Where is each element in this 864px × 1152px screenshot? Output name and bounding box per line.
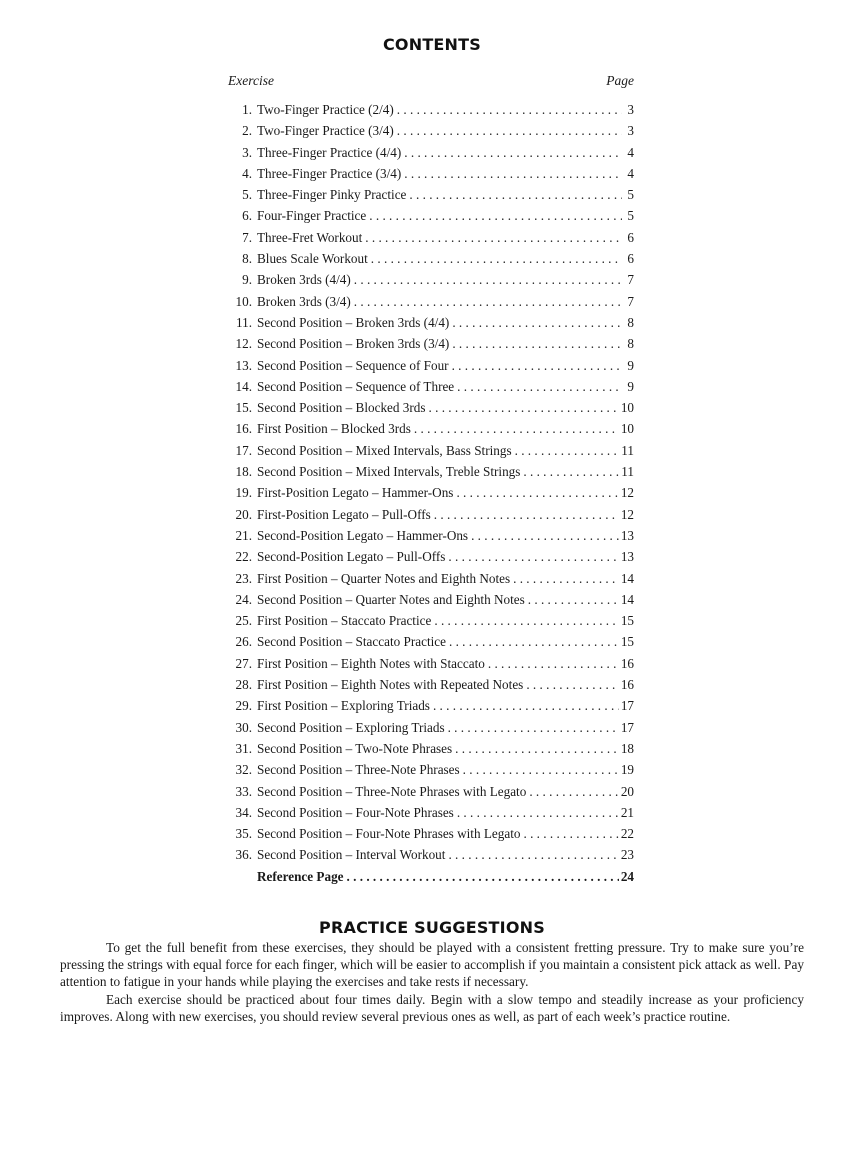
toc-entry-number: 8. <box>242 251 252 267</box>
dot-leader <box>434 504 619 525</box>
page-column-header: Page <box>606 73 634 88</box>
toc-entry-page: 20 <box>620 783 634 799</box>
toc-entry <box>228 291 634 312</box>
exercise-column-header: Exercise <box>228 73 274 88</box>
dot-leader <box>488 653 619 674</box>
toc-entry <box>228 674 634 695</box>
toc-entry-page: 14 <box>620 570 634 586</box>
dot-leader <box>397 120 622 141</box>
dot-leader <box>429 397 619 418</box>
dot-leader <box>523 461 619 482</box>
dot-leader <box>452 355 622 376</box>
toc-entry-number: 23. <box>235 570 252 586</box>
dot-leader <box>526 674 619 695</box>
toc-entry-number: 19. <box>235 485 252 501</box>
toc-entry-title: Second-Position Legato – Hammer-Ons <box>257 527 469 543</box>
toc-reference-entry <box>228 866 634 887</box>
toc-entry <box>228 568 634 589</box>
toc-entry-title: Three-Finger Pinky Practice <box>257 187 407 203</box>
toc-entry-number: 31. <box>235 740 252 756</box>
toc-entry <box>228 248 634 269</box>
toc-entry-page: 4 <box>627 165 634 181</box>
toc-entry <box>228 610 634 631</box>
dot-leader <box>452 312 622 333</box>
toc-entry <box>228 525 634 546</box>
toc-entry-title: Second Position – Mixed Intervals, Bass Strings <box>257 442 512 458</box>
toc-entry-number: 6. <box>242 208 252 224</box>
toc-entry-title: Two-Finger Practice (3/4) <box>257 123 394 139</box>
toc-entry <box>228 738 634 759</box>
toc-entry <box>228 461 634 482</box>
dot-leader <box>448 546 618 567</box>
toc-entry <box>228 99 634 120</box>
toc-entry-title: Broken 3rds (3/4) <box>257 293 351 309</box>
toc-entry-page: 6 <box>627 229 634 245</box>
practice-paragraph: Each exercise should be practiced about four times daily. Begin with a slow tempo and steadily increase as your proficiency improves. Along with new exercises, you should review several previous ones as well, as part of each week’s practice routine. <box>60 991 804 1024</box>
toc-entry <box>228 312 634 333</box>
toc-entry-page: 10 <box>620 421 634 437</box>
toc-entry-title: First Position – Blocked 3rds <box>257 421 411 437</box>
toc-entry-number: 27. <box>235 655 252 671</box>
toc-entry-page: 18 <box>620 740 634 756</box>
toc-entry <box>228 546 634 567</box>
toc-entry <box>228 653 634 674</box>
toc-entry <box>228 440 634 461</box>
toc-entry-number: 35. <box>235 826 252 842</box>
dot-leader <box>463 759 619 780</box>
dot-leader <box>528 589 619 610</box>
toc-entry-title: Three-Fret Workout <box>257 229 363 245</box>
toc-entry-title: Second Position – Blocked 3rds <box>257 400 426 416</box>
toc-entry-page: 23 <box>620 847 634 863</box>
toc-entry-number: 14. <box>235 378 252 394</box>
toc-entry-number: 32. <box>235 762 252 778</box>
toc-entry-title: Second Position – Staccato Practice <box>257 634 446 650</box>
toc-entry-number: 10. <box>235 293 252 309</box>
toc-entry-page: 10 <box>620 400 634 416</box>
toc-entry <box>228 781 634 802</box>
toc-entry <box>228 355 634 376</box>
toc-entry <box>228 759 634 780</box>
toc-entry-title: Second Position – Four-Note Phrases with Legato <box>257 826 521 842</box>
toc-entry-number: 3. <box>242 144 252 160</box>
toc-entry-page: 5 <box>627 208 634 224</box>
toc-entry <box>228 397 634 418</box>
dot-leader <box>455 738 619 759</box>
practice-suggestions-text <box>60 939 804 1025</box>
dot-leader <box>513 568 619 589</box>
dot-leader <box>452 333 622 354</box>
toc-entry <box>228 184 634 205</box>
toc-entry <box>228 142 634 163</box>
toc-entry-number: 7. <box>242 229 252 245</box>
toc-entry-title: Second Position – Broken 3rds (4/4) <box>257 314 450 330</box>
practice-paragraph: To get the full benefit from these exercises, they should be played with a consistent fretting pressure. Try to make sure you’re pressing the strings with equal force for each finger, which will be easier to accomplish if you maintain a consistent pick attack as well. Pay attention to fatigue in your hands while playing the exercises and take rests if necessary. <box>60 940 804 990</box>
toc-entry <box>228 695 634 716</box>
toc-entry-title: First Position – Staccato Practice <box>257 613 432 629</box>
toc-entry-page: 8 <box>627 336 634 352</box>
toc-entry-page: 6 <box>627 251 634 267</box>
toc-entry-title: Second Position – Sequence of Three <box>257 378 455 394</box>
dot-leader <box>371 248 622 269</box>
toc-entry-title: Three-Finger Practice (3/4) <box>257 165 402 181</box>
toc-entry-page: 15 <box>620 634 634 650</box>
contents-heading: CONTENTS <box>382 35 481 54</box>
toc-entry-page: 17 <box>620 698 634 714</box>
toc-entry-title: Second Position – Broken 3rds (3/4) <box>257 336 450 352</box>
toc-entry-title: Second Position – Mixed Intervals, Treble Strings <box>257 464 521 480</box>
dot-leader <box>448 844 618 865</box>
dot-leader <box>449 631 619 652</box>
toc-entry-page: 7 <box>627 272 634 288</box>
toc-entry-title: First Position – Eighth Notes with Staccato <box>257 655 485 671</box>
dot-leader <box>529 781 618 802</box>
toc-entry-number: 5. <box>242 187 252 203</box>
toc-entry-page: 3 <box>627 123 634 139</box>
toc-entry-page: 22 <box>620 826 634 842</box>
toc-entry <box>228 120 634 141</box>
toc-entry-number: 33. <box>235 783 252 799</box>
toc-entry-number: 4. <box>242 165 252 181</box>
toc-entry-page: 5 <box>627 187 634 203</box>
toc-entry <box>228 269 634 290</box>
toc-entry-page: 12 <box>620 485 634 501</box>
dot-leader <box>404 142 622 163</box>
toc-entry <box>228 418 634 439</box>
toc-entry-number: 24. <box>235 591 252 607</box>
practice-suggestions-heading: PRACTICE SUGGESTIONS <box>319 918 545 937</box>
toc-entry-number: 13. <box>235 357 252 373</box>
toc-entry-number: 25. <box>235 613 252 629</box>
toc-entry-page: 13 <box>620 549 634 565</box>
toc-entry-title: Second Position – Exploring Triads <box>257 719 445 735</box>
toc-entry-page: 11 <box>621 442 634 458</box>
toc-entry-page: 21 <box>620 804 634 820</box>
toc-entry <box>228 227 634 248</box>
toc-entry-number: 22. <box>235 549 252 565</box>
toc-entry-number: 26. <box>235 634 252 650</box>
toc-column-headers <box>228 73 634 93</box>
toc-entry <box>228 163 634 184</box>
toc-entry-title: Two-Finger Practice (2/4) <box>257 102 394 117</box>
toc-entry-page: 9 <box>627 357 634 373</box>
toc-entry-number: 9. <box>242 272 252 288</box>
toc-entry-number: 2. <box>242 123 252 139</box>
toc-entry-title: Second Position – Three-Note Phrases with Legato <box>257 783 527 799</box>
dot-leader <box>448 717 619 738</box>
toc-entry-number: 36. <box>235 847 252 863</box>
toc-entry-number: 17. <box>235 442 252 458</box>
toc-entry-title: Second Position – Two-Note Phrases <box>257 740 453 756</box>
dot-leader <box>523 823 618 844</box>
toc-entry-number: 18. <box>235 464 252 480</box>
toc-entry-number: 16. <box>235 421 252 437</box>
toc-entry-number: 1. <box>242 102 252 117</box>
toc-entry-number: 30. <box>235 719 252 735</box>
toc-entry-number: 29. <box>235 698 252 714</box>
toc-entry-title: First Position – Exploring Triads <box>257 698 430 714</box>
toc-entry-number: 28. <box>235 677 252 693</box>
toc-entry-title: First-Position Legato – Pull-Offs <box>257 506 431 522</box>
toc-entry <box>228 376 634 397</box>
toc-entry <box>228 504 634 525</box>
toc-entry <box>228 333 634 354</box>
toc-entry-title: Second Position – Three-Note Phrases <box>257 762 460 778</box>
toc-entry <box>228 844 634 865</box>
toc-entry-page: 7 <box>627 293 634 309</box>
toc-entry-page: 3 <box>627 102 634 117</box>
toc-entry-title: Second Position – Quarter Notes and Eighth Notes <box>257 591 525 607</box>
toc-entry-page: 11 <box>621 464 634 480</box>
toc-entry-title: Three-Finger Practice (4/4) <box>257 144 402 160</box>
toc-reference-page: 24 <box>620 868 634 884</box>
dot-leader <box>365 227 622 248</box>
toc-entry <box>228 823 634 844</box>
toc-entry-title: Broken 3rds (4/4) <box>257 272 351 288</box>
toc-entry <box>228 205 634 226</box>
toc-entry-number: 21. <box>235 527 252 543</box>
toc-entry-number: 20. <box>235 506 252 522</box>
dot-leader <box>457 802 619 823</box>
dot-leader <box>347 866 619 887</box>
toc-entry-title: Blues Scale Workout <box>257 251 368 267</box>
dot-leader <box>397 99 622 120</box>
dot-leader <box>354 269 622 290</box>
toc-entry-title: First-Position Legato – Hammer-Ons <box>257 485 454 501</box>
toc-entry-title: Four-Finger Practice <box>257 208 367 224</box>
toc-list <box>228 99 634 887</box>
dot-leader <box>433 695 619 716</box>
toc-entry <box>228 482 634 503</box>
dot-leader <box>471 525 619 546</box>
dot-leader <box>354 291 622 312</box>
dot-leader <box>434 610 618 631</box>
toc-entry-page: 13 <box>620 527 634 543</box>
toc-entry-page: 16 <box>620 655 634 671</box>
table-of-contents <box>228 73 634 884</box>
toc-entry-page: 4 <box>627 144 634 160</box>
toc-entry-page: 16 <box>620 677 634 693</box>
toc-entry-page: 15 <box>620 613 634 629</box>
toc-entry-page: 14 <box>620 591 634 607</box>
toc-entry-page: 8 <box>627 314 634 330</box>
toc-entry-title: First Position – Quarter Notes and Eighth Notes <box>257 570 511 586</box>
toc-entry-title: Second Position – Four-Note Phrases <box>257 804 454 820</box>
toc-entry-number: 12. <box>235 336 252 352</box>
toc-entry <box>228 631 634 652</box>
toc-entry-page: 17 <box>620 719 634 735</box>
dot-leader <box>515 440 620 461</box>
dot-leader <box>414 418 619 439</box>
toc-entry-number: 15. <box>235 400 252 416</box>
dot-leader <box>456 482 618 503</box>
dot-leader <box>409 184 622 205</box>
toc-entry <box>228 802 634 823</box>
toc-entry-page: 19 <box>620 762 634 778</box>
dot-leader <box>404 163 622 184</box>
toc-entry-title: First Position – Eighth Notes with Repeated Notes <box>257 677 524 693</box>
toc-entry <box>228 589 634 610</box>
dot-leader <box>369 205 622 226</box>
toc-entry-number: 11. <box>236 314 252 330</box>
toc-entry-title: Second Position – Interval Workout <box>257 847 446 863</box>
toc-reference-title: Reference Page <box>257 868 344 884</box>
toc-entry-number: 34. <box>235 804 252 820</box>
toc-entry-title: Second Position – Sequence of Four <box>257 357 449 373</box>
toc-entry <box>228 717 634 738</box>
toc-entry-title: Second-Position Legato – Pull-Offs <box>257 549 446 565</box>
dot-leader <box>457 376 622 397</box>
toc-entry-page: 9 <box>627 378 634 394</box>
toc-entry-page: 12 <box>620 506 634 522</box>
